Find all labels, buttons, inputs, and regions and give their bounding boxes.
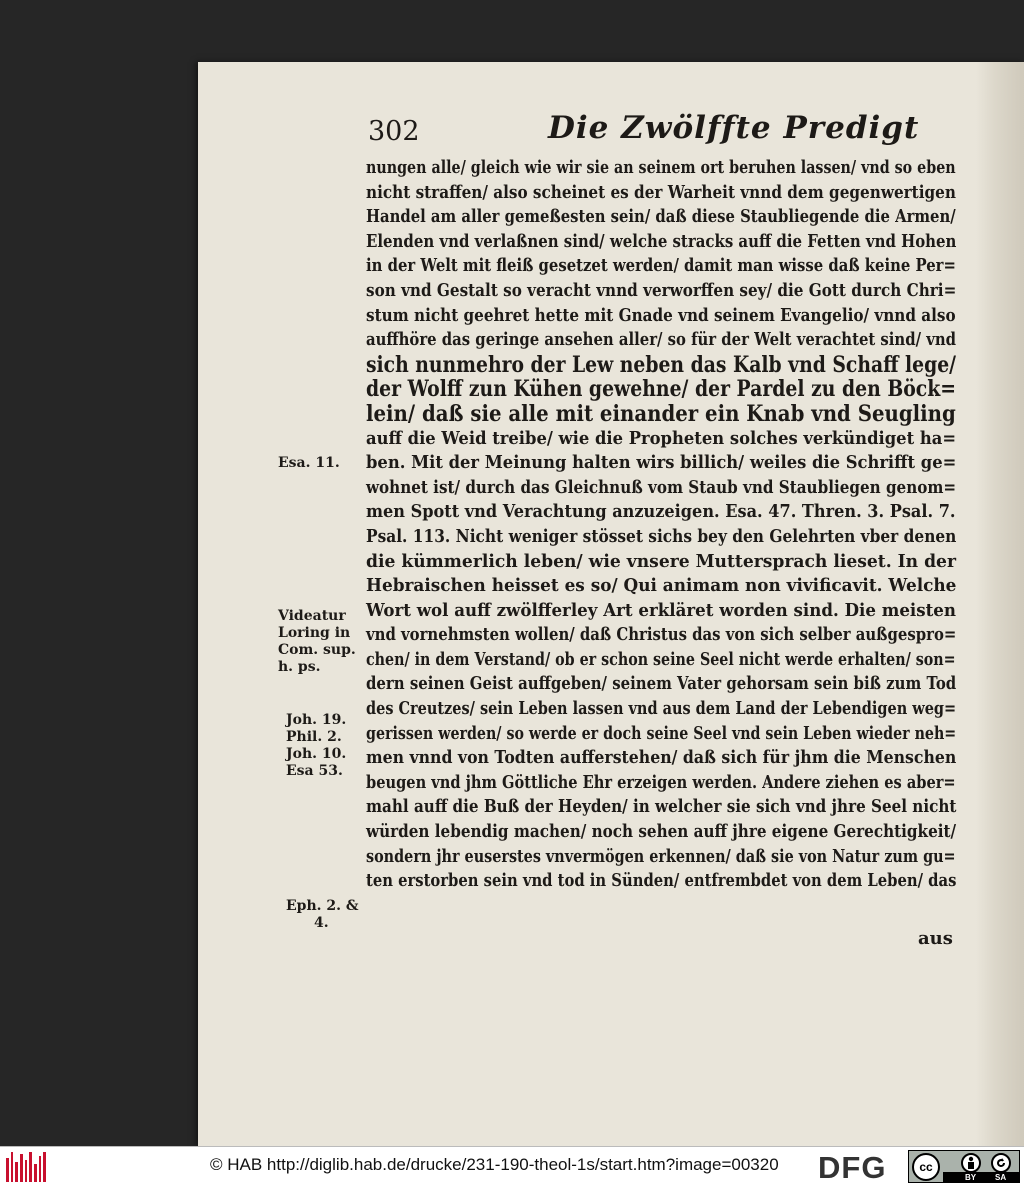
body-text: [366, 156, 956, 894]
text-line: nicht straffen/ also scheinet es der Warheit vnnd dem gegenwertigen: [366, 181, 956, 203]
text-line: son vnd Gestalt so veracht vnnd verworffen sey/ die Gott durch Chri=: [366, 279, 957, 301]
text-line: vnd vornehmsten wollen/ daß Christus das von sich selber außgespro=: [366, 624, 957, 646]
hab-logo-icon[interactable]: [6, 1151, 46, 1182]
text-line: Psal. 113. Nicht weniger stösset sichs bey den Gelehrten vber denen: [366, 525, 957, 547]
text-line: men vnnd von Todten aufferstehen/ daß sich für jhm die Menschen: [366, 747, 957, 769]
text-line: Elenden vnd verlaßnen sind/ welche stracks auff die Fetten vnd Hohen: [366, 230, 957, 252]
cc-badge-strip: [943, 1172, 1019, 1182]
margin-note-line: Eph. 2. &: [286, 898, 359, 914]
page-number: 302: [368, 116, 420, 147]
catchword: aus: [918, 928, 953, 949]
attribution-icon: [961, 1153, 981, 1173]
margin-note-eph: [286, 898, 359, 932]
margin-note-line: 4.: [314, 915, 329, 931]
margin-note-line: Joh. 19.: [286, 712, 347, 728]
text-line: Hebraischen heisset es so/ Qui animam non vivificavit. Welche: [366, 575, 957, 597]
book-page: [198, 62, 1024, 1146]
text-line: wohnet ist/ durch das Gleichnuß vom Staub vnd Staubliegen genom=: [366, 476, 957, 498]
text-line: auff die Weid treibe/ wie die Propheten solches verkündiget ha=: [366, 427, 957, 449]
text-line: men Spott vnd Verachtung anzuzeigen. Esa. 47. Thren. 3. Psal. 7.: [366, 501, 956, 523]
margin-note-line: Phil. 2.: [286, 729, 342, 745]
text-line: die kümmerlich leben/ wie vnsere Muttersprach lieset. In der: [366, 550, 956, 572]
text-line: lein/ daß sie alle mit einander ein Knab vnd Seugling: [366, 400, 956, 427]
page-edge-shadow: [976, 62, 1024, 1146]
text-line: sich nunmehro der Lew neben das Kalb vnd Schaff lege/: [366, 351, 956, 378]
cc-icon: cc: [912, 1153, 940, 1181]
text-line: des Creutzes/ sein Leben lassen vnd aus dem Land der Lebendigen weg=: [366, 698, 957, 720]
margin-note-line: Loring in: [278, 625, 351, 641]
text-line: der Wolff zun Kühen gewehne/ der Pardel zu den Böck=: [366, 376, 957, 403]
text-line: auffhöre das geringe ansehen aller/ so für der Welt verachtet sind/ vnd: [366, 329, 957, 351]
text-line: würden lebendig machen/ noch sehen auff jhre eigene Gerechtigkeit/: [366, 821, 957, 843]
margin-note-line: Joh. 10.: [286, 746, 347, 762]
margin-note-line: Com. sup.: [278, 642, 356, 658]
copyright-link[interactable]: © HAB http://diglib.hab.de/drucke/231-190-theol-1s/start.htm?image=00320: [210, 1155, 779, 1174]
text-line: ben. Mit der Meinung halten wirs billich/ weiles die Schrifft ge=: [366, 452, 957, 474]
running-head: Die Zwölffte Predigt: [548, 110, 920, 146]
margin-note-line: h. ps.: [278, 659, 321, 675]
text-line: nungen alle/ gleich wie wir sie an seinem ort beruhen lassen/ vnd so eben: [366, 157, 956, 178]
dfg-logo[interactable]: DFG: [818, 1150, 887, 1185]
text-line: Wort wol auff zwölfferley Art erkläret worden sind. Die meisten: [366, 599, 956, 621]
margin-note-line: Esa 53.: [286, 763, 343, 779]
text-line: sondern jhr euserstes vnvermögen erkennen/ daß sie von Natur zum gu=: [366, 845, 956, 867]
margin-note-esa-11: Esa. 11.: [278, 455, 340, 471]
margin-note-references: [286, 712, 346, 780]
text-line: stum nicht geehret hette mit Gnade vnd seinem Evangelio/ vnnd also: [366, 304, 956, 326]
margin-note-line: Videatur: [278, 608, 346, 624]
sa-label: SA: [995, 1173, 1007, 1182]
cc-license-badge[interactable]: [908, 1150, 1020, 1183]
text-line: chen/ in dem Verstand/ ob er schon seine Seel nicht werde erhalten/ son=: [366, 648, 956, 670]
by-label: BY: [965, 1173, 977, 1182]
text-line: gerissen werden/ so werde er doch seine Seel vnd sein Leben wieder neh=: [366, 722, 957, 744]
text-line: Handel am aller gemeßesten sein/ daß diese Staubliegende die Armen/: [366, 206, 956, 228]
margin-note-videatur: [278, 608, 356, 676]
share-alike-icon: [991, 1153, 1011, 1173]
text-line: in der Welt mit fleiß gesetzet werden/ damit man wisse daß keine Per=: [366, 255, 956, 277]
text-line: beugen vnd jhm Göttliche Ehr erzeigen werden. Andere ziehen es aber=: [366, 771, 956, 793]
text-line: dern seinen Geist auffgeben/ seinem Vater gehorsam sein biß zum Tod: [366, 673, 957, 695]
text-line: mahl auff die Buß der Heyden/ in welcher sie sich vnd jhre Seel nicht: [366, 796, 957, 818]
footer-bar: [0, 1146, 1024, 1186]
text-line: ten erstorben sein vnd tod in Sünden/ entfrembdet von dem Leben/ das: [366, 870, 957, 892]
